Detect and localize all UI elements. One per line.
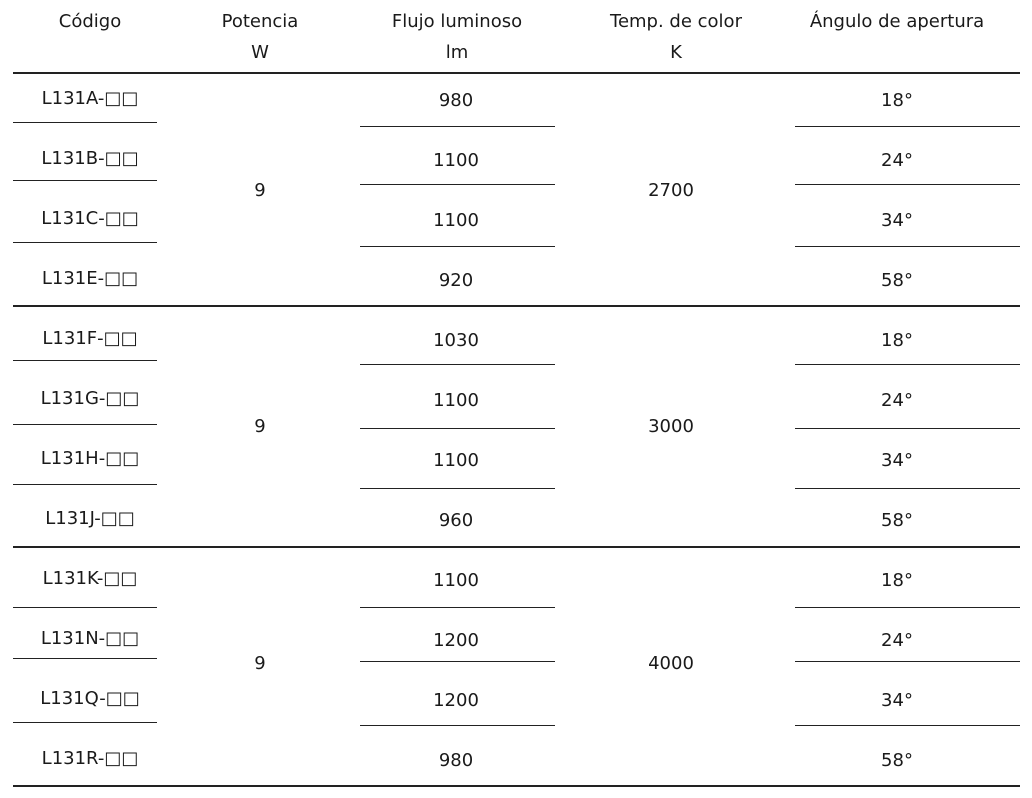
flux-cell: 960 [438, 510, 474, 531]
angle-row-rule [795, 246, 1020, 247]
header-color-temp: Temp. de color [610, 11, 742, 32]
code-row-rule [13, 658, 157, 659]
angle-row-rule [795, 126, 1020, 127]
flux-cell: 1100 [433, 150, 479, 171]
code-cell: L131K-□□ [42, 568, 138, 589]
code-row-rule [13, 242, 157, 243]
flux-cell: 1100 [433, 570, 479, 591]
angle-cell: 18° [881, 570, 913, 591]
code-cell: L131N-□□ [40, 628, 140, 649]
code-row-rule [13, 424, 157, 425]
flux-cell: 1100 [433, 450, 479, 471]
header-flux-unit: lm [445, 42, 469, 63]
header-color-temp-unit: K [670, 42, 682, 63]
angle-cell: 18° [881, 90, 913, 111]
angle-row-rule [795, 184, 1020, 185]
code-cell: L131C-□□ [41, 208, 139, 229]
angle-cell: 18° [881, 330, 913, 351]
code-row-rule [13, 360, 157, 361]
flux-row-rule [360, 364, 555, 365]
code-cell: L131B-□□ [41, 148, 139, 169]
flux-row-rule [360, 661, 555, 662]
code-row-rule [13, 607, 157, 608]
code-row-rule [13, 722, 157, 723]
power-cell: 9 [254, 653, 266, 674]
color-temp-cell: 4000 [648, 653, 694, 674]
header-code: Código [58, 11, 122, 32]
flux-cell: 1100 [433, 210, 479, 231]
code-cell: L131J-□□ [45, 508, 135, 529]
code-row-rule [13, 484, 157, 485]
group-rule [13, 785, 1020, 787]
angle-cell: 34° [881, 450, 913, 471]
header-flux: Flujo luminoso [391, 11, 523, 32]
flux-row-rule [360, 126, 555, 127]
color-temp-cell: 2700 [648, 180, 694, 201]
angle-cell: 24° [881, 150, 913, 171]
flux-cell: 1030 [433, 330, 479, 351]
header-power: Potencia [221, 11, 299, 32]
angle-cell: 34° [881, 210, 913, 231]
angle-row-rule [795, 661, 1020, 662]
angle-cell: 58° [881, 270, 913, 291]
flux-cell: 980 [438, 750, 474, 771]
angle-row-rule [795, 488, 1020, 489]
angle-row-rule [795, 428, 1020, 429]
angle-cell: 58° [881, 510, 913, 531]
header-angle: Ángulo de apertura [809, 11, 985, 32]
group-rule [13, 546, 1020, 548]
angle-cell: 58° [881, 750, 913, 771]
flux-row-rule [360, 184, 555, 185]
code-cell: L131A-□□ [41, 88, 139, 109]
angle-row-rule [795, 607, 1020, 608]
angle-cell: 24° [881, 390, 913, 411]
header-rule [13, 72, 1020, 74]
header-power-unit: W [251, 42, 269, 63]
code-cell: L131H-□□ [40, 448, 140, 469]
angle-row-rule [795, 364, 1020, 365]
flux-cell: 1200 [433, 630, 479, 651]
angle-row-rule [795, 725, 1020, 726]
power-cell: 9 [254, 416, 266, 437]
flux-row-rule [360, 607, 555, 608]
flux-row-rule [360, 488, 555, 489]
flux-row-rule [360, 428, 555, 429]
flux-cell: 920 [438, 270, 474, 291]
flux-cell: 1200 [433, 690, 479, 711]
code-cell: L131R-□□ [41, 748, 139, 769]
code-cell: L131E-□□ [41, 268, 139, 289]
code-row-rule [13, 122, 157, 123]
power-cell: 9 [254, 180, 266, 201]
angle-cell: 34° [881, 690, 913, 711]
flux-row-rule [360, 725, 555, 726]
color-temp-cell: 3000 [648, 416, 694, 437]
code-cell: L131F-□□ [42, 328, 138, 349]
code-row-rule [13, 180, 157, 181]
code-cell: L131G-□□ [40, 388, 140, 409]
group-rule [13, 305, 1020, 307]
angle-cell: 24° [881, 630, 913, 651]
flux-cell: 980 [438, 90, 474, 111]
flux-row-rule [360, 246, 555, 247]
flux-cell: 1100 [433, 390, 479, 411]
code-cell: L131Q-□□ [40, 688, 140, 709]
